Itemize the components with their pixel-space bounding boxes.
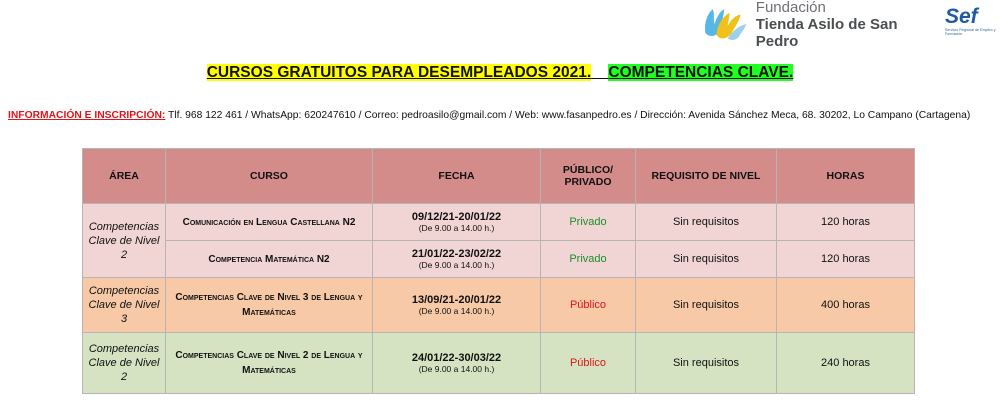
fundacion-line2: Tienda Asilo de San Pedro [755, 15, 898, 50]
area-cell: Competencias Clave de Nivel 2 [83, 333, 166, 394]
date-range: 09/12/21-20/01/22 [411, 211, 502, 223]
table-header-row [83, 149, 915, 204]
date-cell [373, 204, 541, 241]
date-range: 24/01/22-30/03/22 [411, 352, 502, 364]
courses-table [82, 148, 915, 394]
info-label: INFORMACIÓN E INSCRIPCIÓN: [8, 110, 166, 121]
title-part2: COMPETENCIAS CLAVE. [608, 64, 794, 81]
fundacion-line1: Fundación [755, 0, 826, 16]
course-cell: Competencia Matemática N2 [166, 241, 373, 278]
publico-cell: Público [541, 333, 636, 394]
fundacion-logo [700, 0, 930, 50]
date-cell [373, 333, 541, 394]
horas-cell: 240 horas [777, 333, 915, 394]
date-cell [373, 241, 541, 278]
publico-cell: Privado [541, 204, 636, 241]
table-row [83, 333, 915, 394]
header-publico [541, 149, 636, 204]
header-requisito: REQUISITO DE NIVEL [636, 149, 777, 204]
header-horas: HORAS [777, 149, 915, 204]
area-cell: Competencias Clave de Nivel 2 [83, 204, 166, 278]
date-range: 21/01/22-23/02/22 [411, 248, 502, 260]
horas-cell: 400 horas [777, 278, 915, 333]
horas-cell: 120 horas [777, 204, 915, 241]
requisito-cell: Sin requisitos [636, 278, 777, 333]
course-cell: Competencias Clave de Nivel 3 de Lengua y Matemáticas [166, 278, 373, 333]
info-text: Tlf. 968 122 461 / WhatsApp: 620247610 / Correo: pedroasilo@gmail.com / Web: www.fasanpedro.es / Dirección: Avenida Sánchez Meca, 68. 30202, Lo Campano (Cartagena) [165, 110, 971, 121]
schedule: (De 9.00 a 14.00 h.) [418, 260, 495, 270]
sef-word: Sef [945, 5, 978, 28]
sef-subtitle: Servicio Regional de Empleo y Formación [945, 28, 996, 36]
horas-cell: 120 horas [777, 241, 915, 278]
schedule: (De 9.00 a 14.00 h.) [418, 306, 495, 316]
area-cell: Competencias Clave de Nivel 3 [83, 278, 166, 333]
table-row [83, 278, 915, 333]
sef-logo [945, 6, 997, 42]
requisito-cell: Sin requisitos [636, 241, 777, 278]
publico-cell: Privado [541, 241, 636, 278]
date-cell [373, 278, 541, 333]
hands-logo-icon [700, 4, 752, 44]
header-publico-line1: PÚBLICO/ [562, 164, 614, 176]
header-fecha: FECHA [373, 149, 541, 204]
course-cell: Competencias Clave de Nivel 2 de Lengua y Matemáticas [166, 333, 373, 394]
requisito-cell: Sin requisitos [636, 204, 777, 241]
header-curso: CURSO [166, 149, 373, 204]
header-publico-line2: PRIVADO [564, 176, 612, 188]
page-title [0, 64, 1000, 82]
requisito-cell: Sin requisitos [636, 333, 777, 394]
table-row [83, 241, 915, 278]
info-line [8, 110, 998, 121]
header-area: ÁREA [83, 149, 166, 204]
title-part1: CURSOS GRATUITOS PARA DESEMPLEADOS 2021. [206, 64, 592, 81]
date-range: 13/09/21-20/01/22 [411, 294, 502, 306]
schedule: (De 9.00 a 14.00 h.) [418, 364, 495, 374]
schedule: (De 9.00 a 14.00 h.) [418, 223, 495, 233]
publico-cell: Público [541, 278, 636, 333]
course-cell: Comunicación en Lengua Castellana N2 [166, 204, 373, 241]
table-row [83, 204, 915, 241]
